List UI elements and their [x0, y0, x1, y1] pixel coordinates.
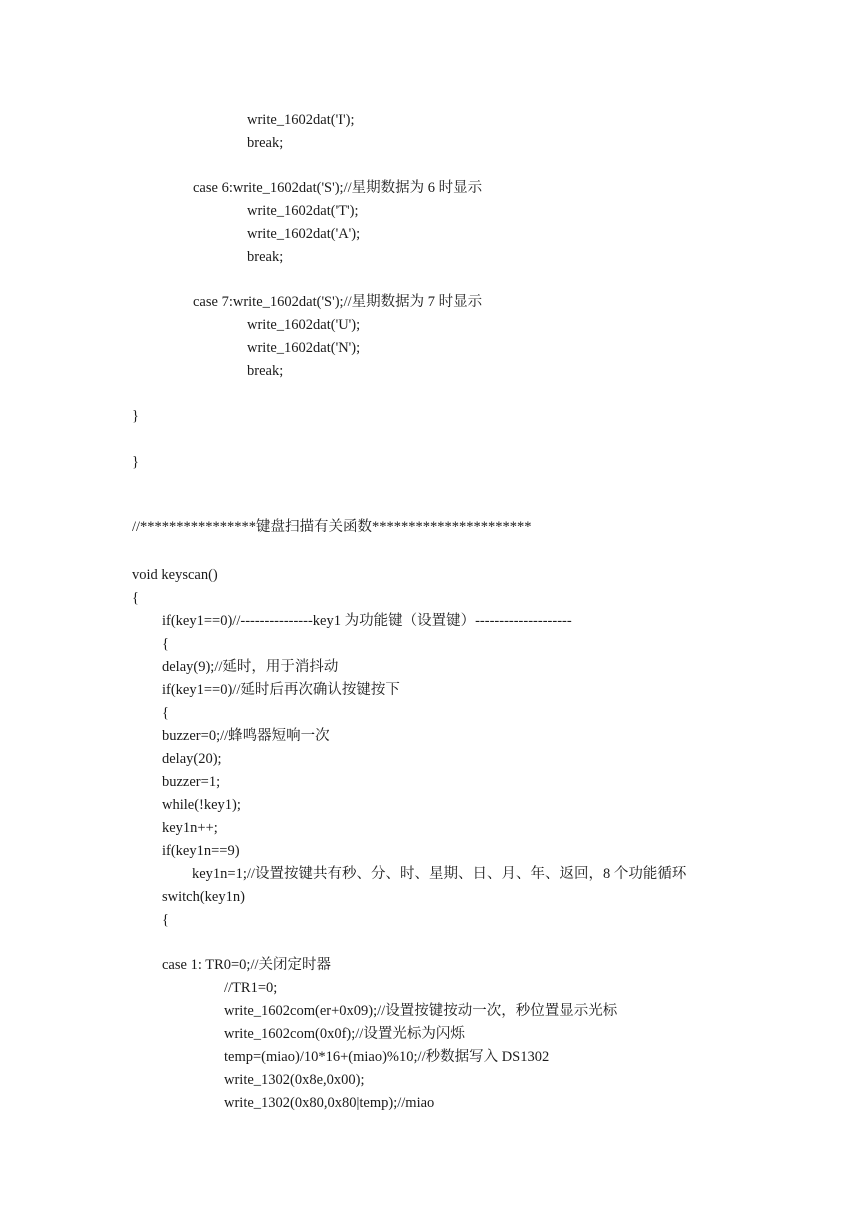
- code-line: buzzer=0;//蜂鸣器短响一次: [162, 728, 330, 744]
- code-line: if(key1==0)//延时后再次确认按键按下: [162, 682, 400, 698]
- code-line: {: [162, 705, 169, 721]
- code-line: buzzer=1;: [162, 774, 221, 790]
- code-line: delay(20);: [162, 751, 222, 767]
- code-line: write_1602com(0x0f);//设置光标为闪烁: [224, 1026, 465, 1042]
- code-line: void keyscan(): [132, 567, 218, 583]
- code-line: {: [132, 590, 139, 606]
- code-line: //****************键盘扫描有关函数**********************: [132, 519, 532, 535]
- code-line: write_1602dat('T');: [247, 203, 359, 219]
- code-line: delay(9);//延时，用于消抖动: [162, 659, 339, 675]
- code-line: write_1602dat('A');: [247, 226, 361, 242]
- code-line: write_1602com(er+0x09);//设置按键按动一次，秒位置显示光标: [224, 1003, 618, 1019]
- code-line: {: [162, 636, 169, 652]
- code-line: if(key1n==9): [162, 843, 240, 859]
- code-line: case 7:write_1602dat('S');//星期数据为 7 时显示: [193, 294, 483, 310]
- code-line: break;: [247, 363, 284, 379]
- code-line: if(key1==0)//---------------key1 为功能键（设置键）--------------------: [162, 613, 572, 629]
- code-line: //TR1=0;: [224, 980, 278, 996]
- code-line: write_1602dat('I');: [247, 112, 355, 128]
- code-line: write_1602dat('N');: [247, 340, 361, 356]
- code-line: write_1602dat('U');: [247, 317, 361, 333]
- code-line: write_1302(0x80,0x80|temp);//miao: [224, 1095, 435, 1111]
- code-line: temp=(miao)/10*16+(miao)%10;//秒数据写入 DS1302: [224, 1049, 550, 1065]
- code-line: case 1: TR0=0;//关闭定时器: [162, 957, 332, 973]
- code-line: }: [132, 454, 139, 470]
- code-line: key1n=1;//设置按键共有秒、分、时、星期、日、月、年、返回，8 个功能循环: [192, 866, 687, 882]
- code-line: switch(key1n): [162, 889, 245, 905]
- code-line: {: [162, 912, 169, 928]
- code-line: while(!key1);: [162, 797, 241, 813]
- code-line: break;: [247, 135, 284, 151]
- code-line: }: [132, 408, 139, 424]
- code-line: key1n++;: [162, 820, 218, 836]
- code-line: write_1302(0x8e,0x00);: [224, 1072, 365, 1088]
- code-line: case 6:write_1602dat('S');//星期数据为 6 时显示: [193, 180, 483, 196]
- code-line: break;: [247, 249, 284, 265]
